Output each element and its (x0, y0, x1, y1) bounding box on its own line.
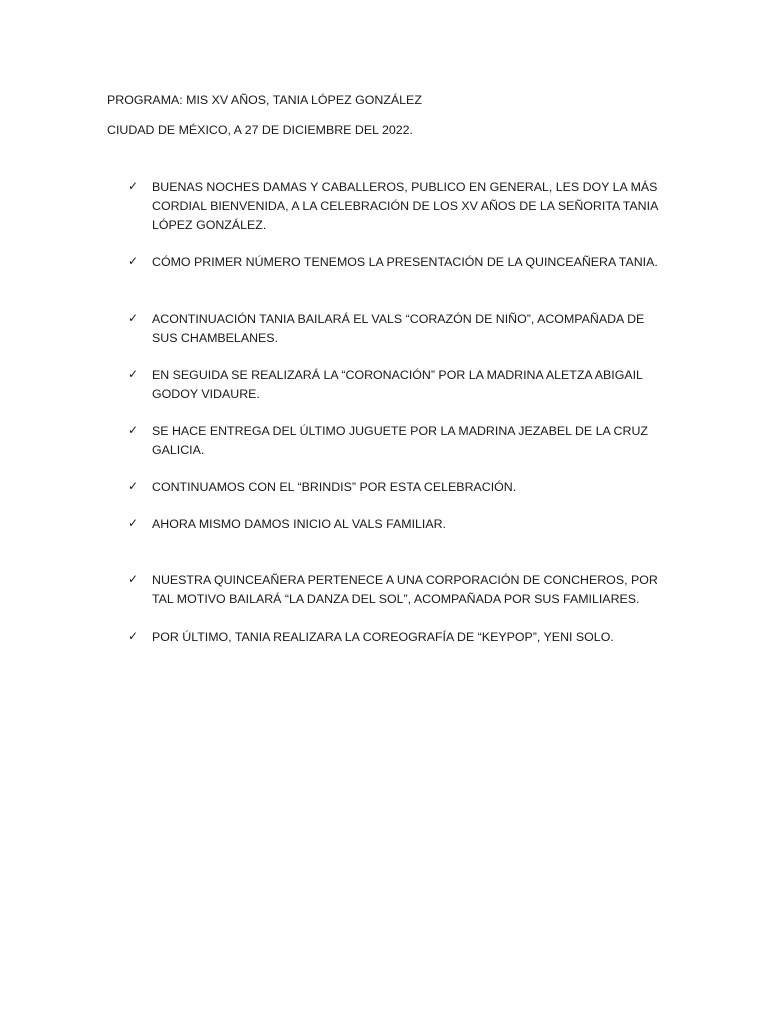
list-item (128, 422, 668, 460)
checkmark-icon: ✓ (128, 516, 139, 530)
list-item (128, 571, 668, 609)
list-item-text: NUESTRA QUINCEAÑERA PERTENECE A UNA CORPORACIÓN DE CONCHEROS, POR TAL MOTIVO BAILARÁ “LA DANZA DEL SOL”, ACOMPAÑADA POR SUS FAMILIARES. (152, 573, 658, 606)
list-item-text: CÓMO PRIMER NÚMERO TENEMOS LA PRESENTACIÓN DE LA QUINCEAÑERA TANIA. (152, 255, 658, 269)
list-item (128, 515, 668, 534)
checkmark-icon: ✓ (128, 254, 139, 268)
checkmark-icon: ✓ (128, 572, 139, 586)
list-item (128, 178, 668, 235)
list-item (128, 310, 668, 348)
checkmark-icon: ✓ (128, 423, 139, 437)
checkmark-icon: ✓ (128, 367, 139, 381)
place-date-line: CIUDAD DE MÉXICO, A 27 DE DICIEMBRE DEL 2022. (107, 123, 413, 137)
list-item-text: CONTINUAMOS CON EL “BRINDIS” POR ESTA CELEBRACIÓN. (152, 480, 517, 494)
list-item-text: AHORA MISMO DAMOS INICIO AL VALS FAMILIAR. (152, 517, 446, 531)
list-item-text: POR ÚLTIMO, TANIA REALIZARA LA COREOGRAFÍA DE “KEYPOP”, YENI SOLO. (152, 630, 614, 644)
checkmark-icon: ✓ (128, 629, 139, 643)
checkmark-icon: ✓ (128, 179, 139, 193)
list-item (128, 253, 668, 272)
list-item (128, 478, 668, 497)
list-item (128, 366, 668, 404)
list-item-text: EN SEGUIDA SE REALIZARÁ LA “CORONACIÓN” POR LA MADRINA ALETZA ABIGAIL GODOY VIDAURE. (152, 368, 643, 401)
list-item-text: BUENAS NOCHES DAMAS Y CABALLEROS, PUBLICO EN GENERAL, LES DOY LA MÁS CORDIAL BIENVENIDA, A LA CELEBRACIÓN DE LOS XV AÑOS DE LA SEÑORITA TANIA LÓPEZ GONZÁLEZ. (152, 180, 658, 232)
program-title: PROGRAMA: MIS XV AÑOS, TANIA LÓPEZ GONZÁLEZ (107, 93, 422, 107)
list-item (128, 628, 668, 647)
list-item-text: ACONTINUACIÓN TANIA BAILARÁ EL VALS “CORAZÓN DE NIÑO”, ACOMPAÑADA DE SUS CHAMBELANES. (152, 312, 645, 345)
checkmark-icon: ✓ (128, 311, 139, 325)
list-item-text: SE HACE ENTREGA DEL ÚLTIMO JUGUETE POR LA MADRINA JEZABEL DE LA CRUZ GALICIA. (152, 424, 648, 457)
checkmark-icon: ✓ (128, 479, 139, 493)
